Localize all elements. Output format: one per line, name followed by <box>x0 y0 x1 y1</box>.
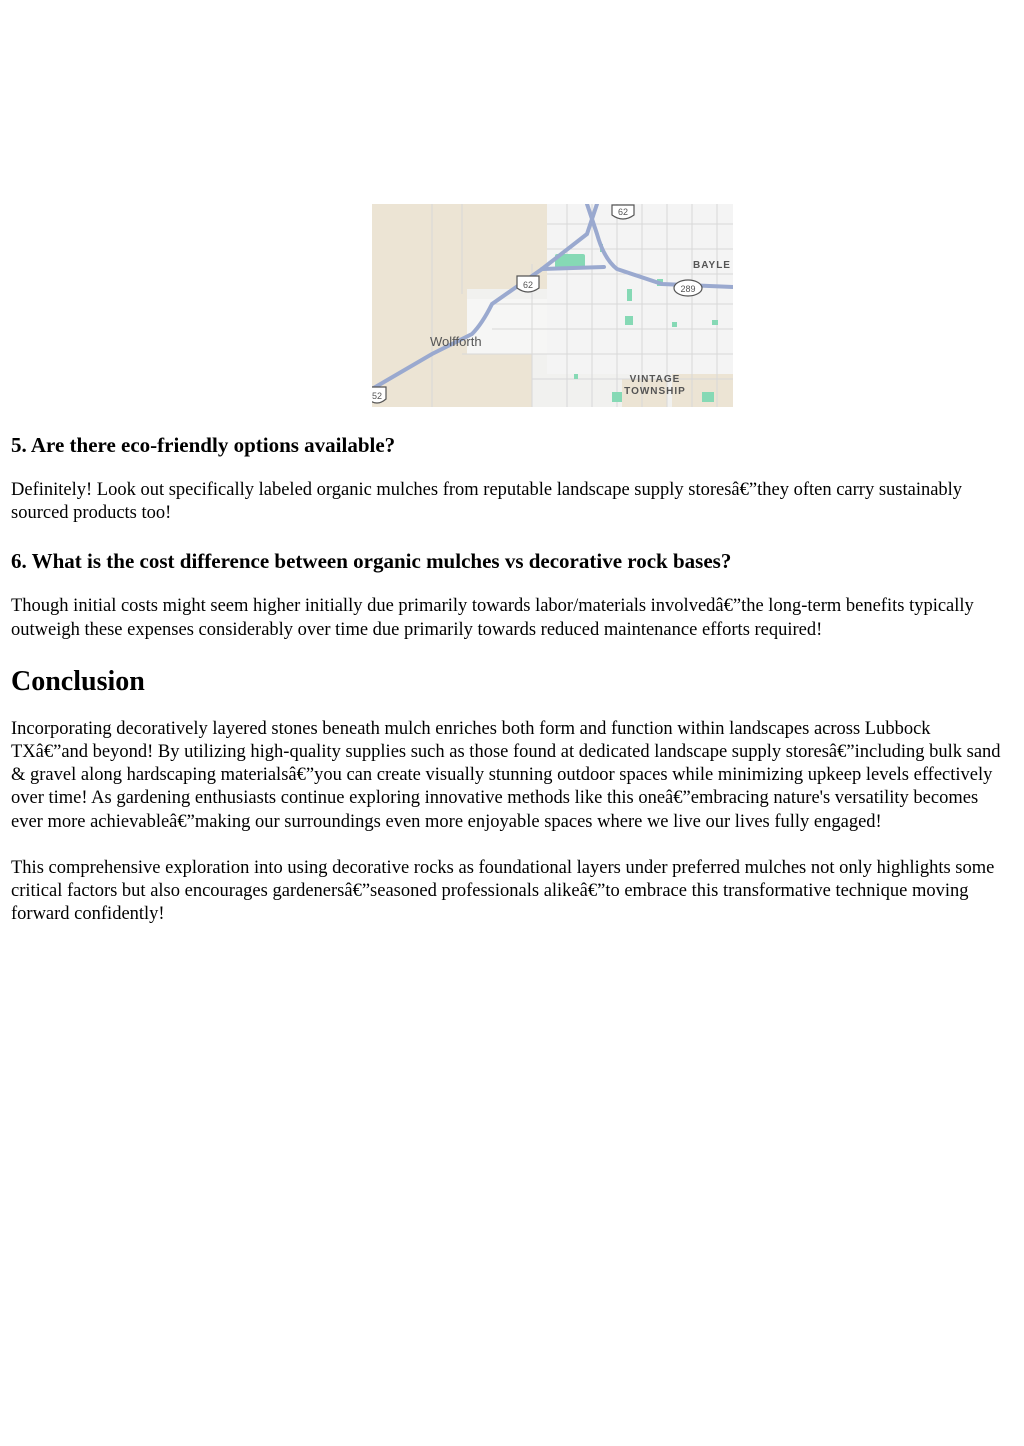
faq-question-heading: 6. What is the cost difference between organic mulches vs decorative rock bases? <box>11 549 732 574</box>
shield-icon <box>517 276 539 292</box>
faq-answer: Definitely! Look out specifically labeled organic mulches from reputable landscape supply storesâ€”they often carry sustainably sourced products too! <box>11 480 963 524</box>
conclusion-section <box>11 665 1011 927</box>
shield-label-top: 62 <box>617 207 629 217</box>
conclusion-paragraph: Incorporating decoratively layered stones beneath mulch enriches both form and function within landscapes across Lubbock TXâ€”and beyond! By utilizing high-quality supplies such as those found at dedicated landscape supply storesâ€”including bulk sand & gravel along hardscaping materialsâ€”you can create visually stunning outdoor spaces while minimizing upkeep levels effectively over time! As gardening enthusiasts continue exploring innovative methods like this oneâ€”embracing nature's versatility becomes ever more achievableâ€”making our surroundings even more enjoyable spaces where we live our lives fully engaged! <box>11 718 1001 832</box>
shield-icon <box>612 205 634 219</box>
map-area-label-line2: TOWNSHIP <box>624 386 686 397</box>
faq-answer: Though initial costs might seem higher initially due primarily towards labor/materials involvedâ€”the long-term benefits typically outweigh these expenses considerably over time due primarily towards reduced maintenance efforts required! <box>11 596 974 640</box>
map-image <box>372 204 733 407</box>
shield-label-mid: 62 <box>522 280 534 290</box>
faq-question-heading: 5. Are there eco-friendly options available? <box>11 433 396 457</box>
conclusion-paragraph: This comprehensive exploration into using decorative rocks as foundational layers under preferred mulches not only highlights some critical factors but also encourages gardenersâ€”seasoned professionals alikeâ€”to embrace this transformative technique moving forward confidently! <box>11 857 995 925</box>
faq-section <box>11 432 1011 525</box>
shield-icon <box>372 387 386 403</box>
shield-icon <box>674 280 702 296</box>
shield-label-right: 289 <box>680 284 696 294</box>
map-graphic <box>372 204 733 407</box>
map-area-label: BAYLE <box>693 260 731 271</box>
faq-section <box>11 548 1011 641</box>
map-town-label: Wolfforth <box>430 334 482 349</box>
map-area-label-line1: VINTAGE <box>629 374 681 385</box>
article-content <box>11 432 1011 949</box>
conclusion-title: Conclusion <box>11 665 145 697</box>
shield-label-left: 52 <box>372 391 383 401</box>
